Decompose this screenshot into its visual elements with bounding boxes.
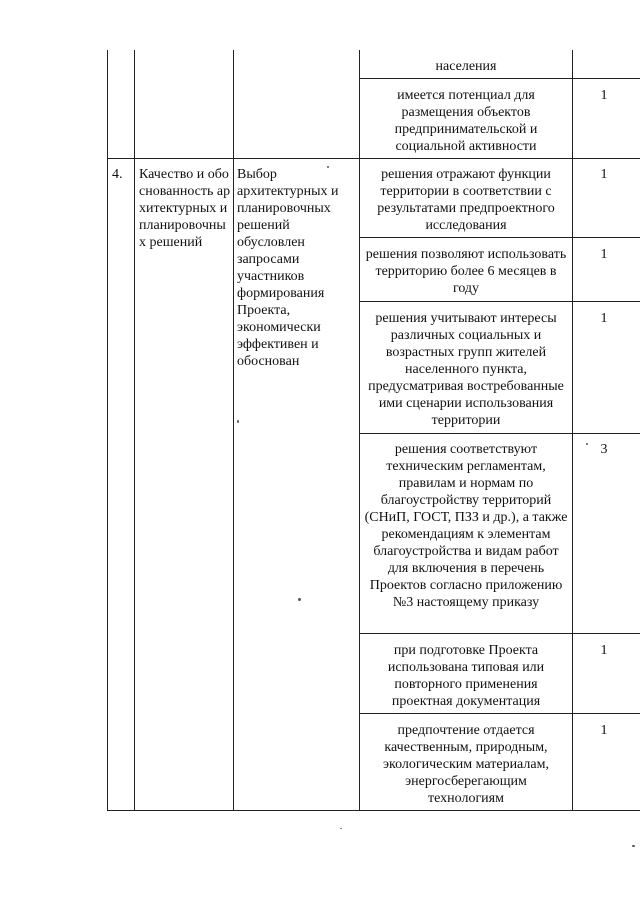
score-value: 1: [600, 311, 608, 326]
criterion-text: решения отражают функции территории в соответствии с результатами предпроектного исследования: [377, 167, 555, 233]
scan-speck: [237, 420, 239, 423]
scan-speck: [586, 443, 588, 445]
scan-speck: [327, 166, 329, 168]
score-value: 1: [600, 167, 608, 182]
criterion-text: предпочтение отдается качественным, природным, экологическим материалам, энергосберегающим технологиям: [383, 723, 549, 806]
table-row-divider: [359, 433, 640, 434]
table-column-divider: [359, 50, 360, 811]
criterion-text: населения: [435, 59, 497, 74]
row-number: 4.: [112, 167, 123, 182]
score-value: 3: [600, 442, 608, 457]
criterion-text: при подготовке Проекта использована типовая или повторного применения проектная документация: [387, 643, 545, 709]
table-row-divider: [107, 158, 640, 159]
table-border-left: [107, 50, 108, 811]
score-value: 1: [600, 643, 608, 658]
criterion-text: решения учитывают интересы различных социальных и возрастных групп жителей населенного пункта, предусматривая востребованные ими сценарии использования территории: [368, 311, 564, 428]
criterion-text: решения соответствуют техническим регламентам, правилам и нормам по благоустройству территорий (СНиП, ГОСТ, ПЗЗ и др.), а также рекомендациям к элементам благоустройства и видам работ для включения в перечень Проектов согласно приложению №3 настоящему приказу: [364, 442, 568, 610]
scan-speck: [340, 828, 342, 829]
table-row-divider: [359, 237, 640, 238]
score-value: 1: [600, 88, 608, 103]
score-value: 1: [600, 247, 608, 262]
criterion-description: Выбор архитектурных и планировочных решений обусловлен запросами участников формирования Проекта, экономически эффективен и обоснован: [237, 167, 339, 369]
table-row-divider: [359, 633, 640, 634]
table-row-divider: [359, 713, 640, 714]
table-column-divider: [572, 50, 573, 811]
table-row-divider: [359, 301, 640, 302]
table-column-divider: [233, 50, 234, 811]
table-row-divider: [359, 78, 640, 79]
criterion-text: решения позволяют использовать территорию более 6 месяцев в году: [365, 247, 567, 296]
table-column-divider: [134, 50, 135, 811]
scan-speck: [632, 845, 635, 847]
table-border-bottom: [107, 810, 640, 811]
score-value: 1: [600, 723, 608, 738]
scan-speck: [298, 598, 301, 601]
criterion-text: имеется потенциал для размещения объектов предпринимательской и социальной активности: [394, 88, 538, 154]
criterion-name: Качество и обоснованность архитектурных и планировочных решений: [139, 167, 231, 250]
